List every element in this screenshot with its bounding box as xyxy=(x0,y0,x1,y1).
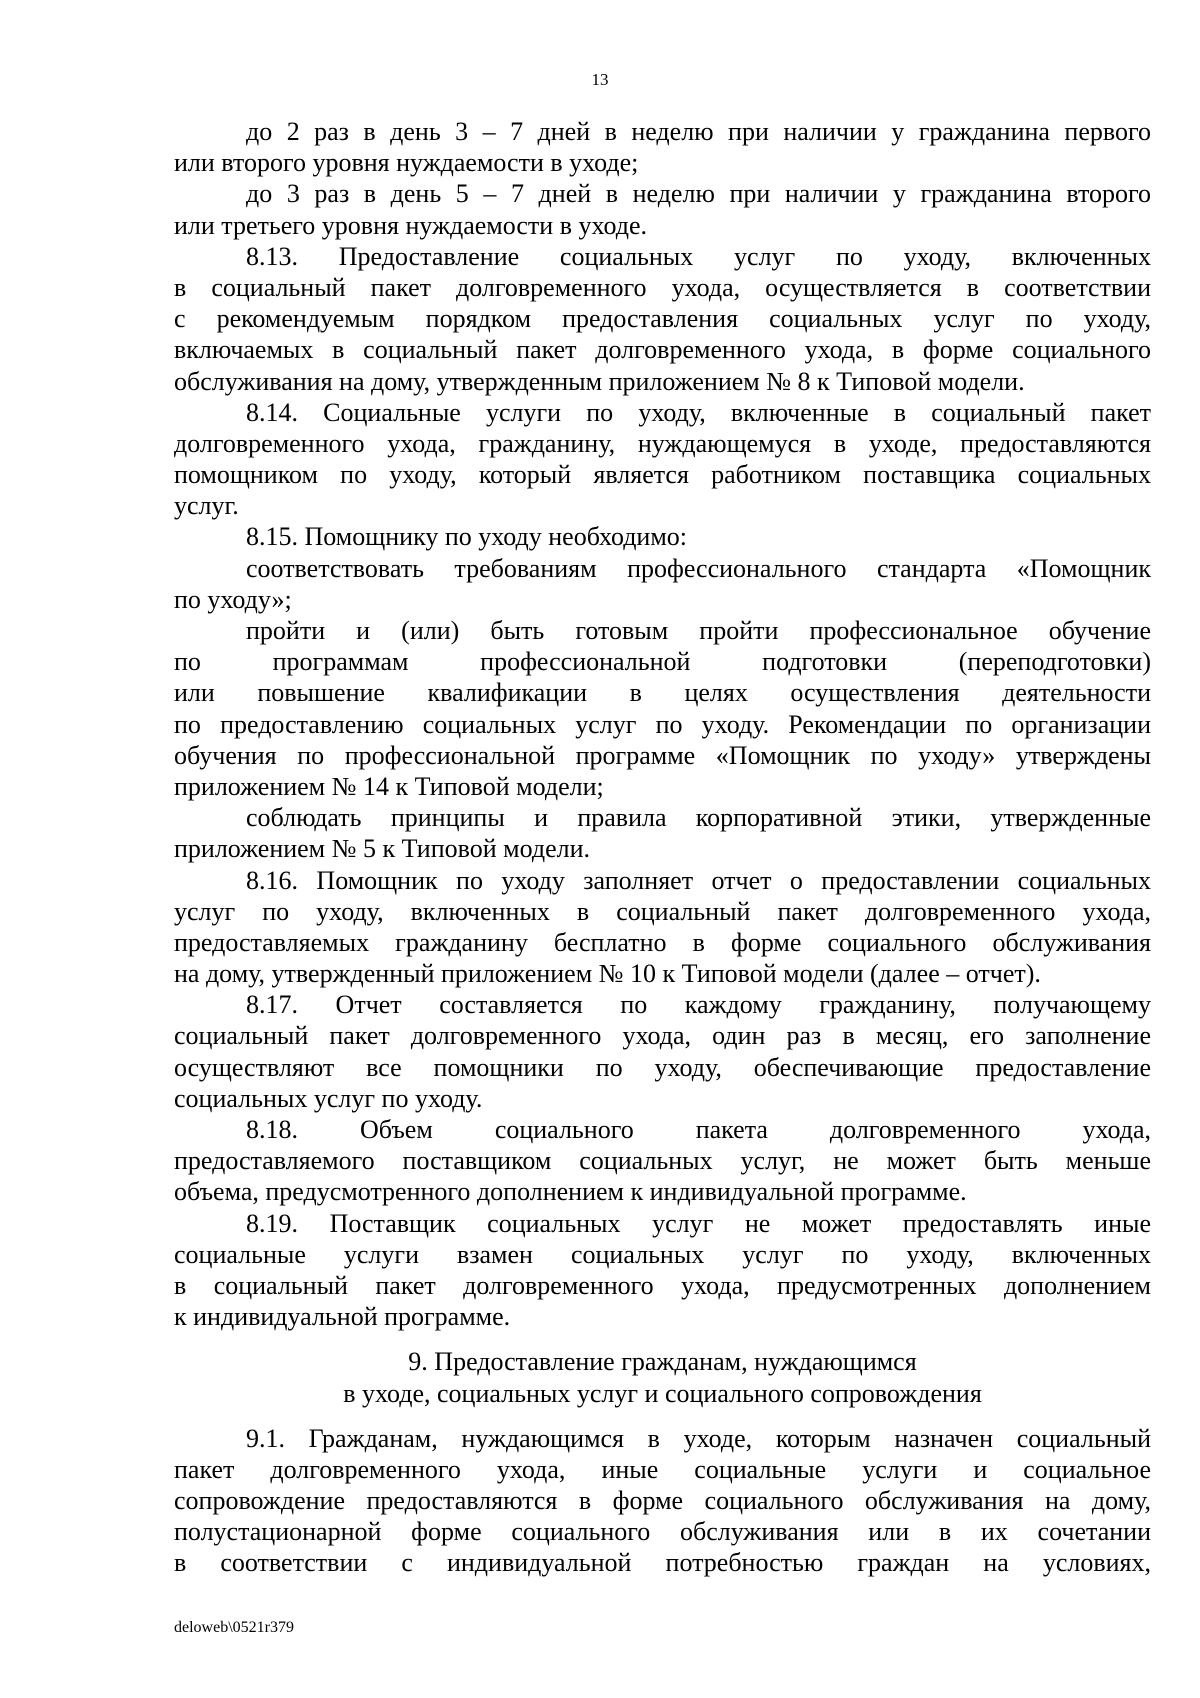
paragraph-line: 8.14. Социальные услуги по уходу, включенные в социальный пакет xyxy=(246,397,1151,427)
paragraph-line: соответствовать требованиям профессионального стандарта «Помощник xyxy=(246,553,1151,583)
paragraph-line: обслуживания на дому, утвержденным приложением № 8 к Типовой модели. xyxy=(174,366,1025,396)
paragraph-line: обучения по профессиональной программе «Помощник по уходу» утверждены xyxy=(174,740,1151,770)
paragraph-line: приложением № 14 к Типовой модели; xyxy=(174,771,604,801)
paragraph-line: социальные услуги взамен социальных услуг по уходу, включенных xyxy=(174,1239,1151,1269)
paragraph-line: помощником по уходу, который является работником поставщика социальных xyxy=(174,460,1151,490)
paragraph-line: к индивидуальной программе. xyxy=(174,1302,511,1332)
paragraph-line: по уходу»; xyxy=(174,584,292,614)
paragraph-line: до 3 раз в день 5 – 7 дней в неделю при наличии у гражданина второго xyxy=(246,179,1151,209)
paragraph-line: 8.16. Помощник по уходу заполняет отчет о предоставлении социальных xyxy=(246,865,1151,895)
paragraph-line: на дому, утвержденный приложением № 10 к Типовой модели (далее – отчет). xyxy=(174,959,1041,989)
paragraph-line: пройти и (или) быть готовым пройти профессиональное обучение xyxy=(246,616,1151,645)
paragraph-line: или третьего уровня нуждаемости в уходе. xyxy=(174,210,648,240)
paragraph-line: 9.1. Гражданам, нуждающимся в уходе, которым назначен социальный xyxy=(246,1423,1151,1453)
paragraph-line: социальный пакет долговременного ухода, один раз в месяц, его заполнение xyxy=(174,1021,1151,1051)
paragraph-line: соблюдать принципы и правила корпоративной этики, утвержденные xyxy=(246,803,1151,833)
paragraph-line: пакет долговременного ухода, иные социальные услуги и социальное xyxy=(174,1454,1151,1484)
paragraph-line: 8.18. Объем социального пакета долговременного ухода, xyxy=(246,1115,1151,1144)
paragraph-line: предоставляемых гражданину бесплатно в форме социального обслуживания xyxy=(174,927,1151,957)
paragraph-line: или второго уровня нуждаемости в уходе; xyxy=(174,148,639,178)
document-code: deloweb\0521r379 xyxy=(174,1619,294,1636)
paragraph-line: 8.17. Отчет составляется по каждому гражданину, получающему xyxy=(246,990,1151,1020)
paragraph-line: в социальный пакет долговременного ухода, осуществляется в соответствии xyxy=(174,272,1151,302)
paragraph-line: предоставляемого поставщиком социальных услуг, не может быть меньше xyxy=(174,1146,1151,1176)
paragraph-line: по предоставлению социальных услуг по уходу. Рекомендации по организации xyxy=(174,709,1151,739)
paragraph-line: с рекомендуемым порядком предоставления социальных услуг по уходу, xyxy=(174,304,1151,334)
paragraph-line: или повышение квалификации в целях осуществления деятельности xyxy=(174,678,1151,708)
paragraph-line: по программам профессиональной подготовки (переподготовки) xyxy=(174,647,1151,677)
paragraph-line: 8.19. Поставщик социальных услуг не может предоставлять иные xyxy=(246,1208,1151,1238)
paragraph-line: долговременного ухода, гражданину, нуждающемуся в уходе, предоставляются xyxy=(174,428,1151,458)
paragraph-line: социальных услуг по уходу. xyxy=(174,1083,483,1113)
section-heading-line: в уходе, социальных услуг и социального сопровождения xyxy=(343,1378,982,1408)
paragraph-line: приложением № 5 к Типовой модели. xyxy=(174,834,591,864)
paragraph-line: сопровождение предоставляются в форме социального обслуживания на дому, xyxy=(174,1486,1151,1516)
paragraph-line: в соответствии с индивидуальной потребностью граждан на условиях, xyxy=(174,1548,1151,1578)
document-body xyxy=(174,116,1151,1579)
paragraph-line: в социальный пакет долговременного ухода, предусмотренных дополнением xyxy=(174,1270,1151,1300)
paragraph-line: 8.15. Помощнику по уходу необходимо: xyxy=(246,522,688,552)
paragraph-line: услуг по уходу, включенных в социальный пакет долговременного ухода, xyxy=(174,896,1151,926)
paragraph-line: включаемых в социальный пакет долговременного ухода, в форме социального xyxy=(174,335,1151,365)
paragraph-line: услуг. xyxy=(174,491,239,521)
paragraph-line: объема, предусмотренного дополнением к индивидуальной программе. xyxy=(174,1177,967,1207)
paragraph-line: до 2 раз в день 3 – 7 дней в неделю при наличии у гражданина первого xyxy=(246,117,1151,146)
paragraph-line: 8.13. Предоставление социальных услуг по уходу, включенных xyxy=(246,241,1151,271)
page-number: 13 xyxy=(591,70,609,89)
paragraph-line: осуществляют все помощники по уходу, обеспечивающие предоставление xyxy=(174,1052,1151,1082)
section-heading-line: 9. Предоставление гражданам, нуждающимся xyxy=(408,1347,917,1377)
paragraph-line: полустационарной форме социального обслуживания или в их сочетании xyxy=(174,1517,1151,1547)
